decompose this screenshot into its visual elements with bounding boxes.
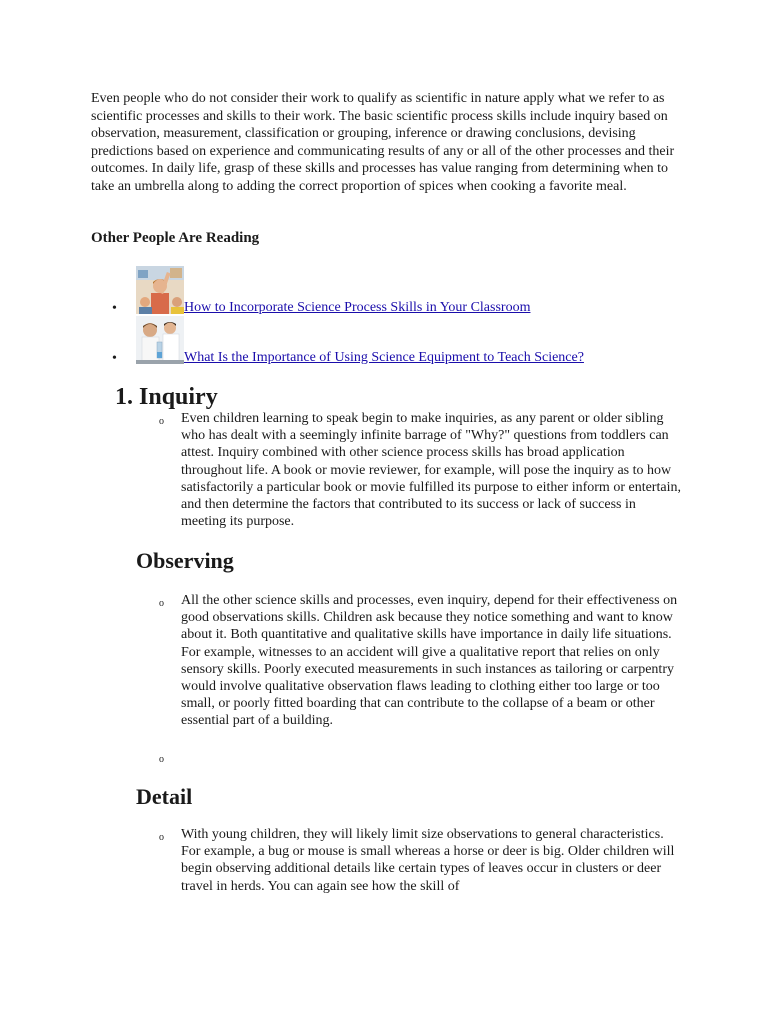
lab-photo-image <box>136 316 184 364</box>
observing-paragraph: All the other science skills and processes, even inquiry, depend for their effectiveness on good observations skills. Children ask because they notice something and want to know about it. Both quantitative and qualitative skills have importance in daily life situations. For example, witnesses to an accident will give a qualitative report that relies on only sensory skills. Poorly executed measurements in such instances as tailoring or carpentry would involve qualitative observation flaws leading to clothing either too large or too small, or poorly fitted boarding that can contribute to the collapse of a beam or other essential part of a building. <box>181 593 678 729</box>
classroom-photo-icon[interactable] <box>136 266 184 314</box>
sub-list-bullet-empty: o <box>159 754 164 765</box>
observing-heading: Observing <box>136 548 234 573</box>
list-bullet: • <box>112 301 117 316</box>
article-link-science-process-skills[interactable]: How to Incorporate Science Process Skills in Your Classroom <box>184 300 531 315</box>
detail-heading: Detail <box>136 784 193 809</box>
list-bullet: • <box>112 351 117 366</box>
inquiry-heading: 1. Inquiry <box>115 384 218 410</box>
sub-list-bullet: o <box>159 416 164 427</box>
intro-paragraph: Even people who do not consider their work to qualify as scientific in nature apply what we refer to as scientific processes and skills to their work. The basic scientific process skills include inquiry based on observation, measurement, classification or grouping, inference or drawing conclusions, devising predictions based on experience and communicating results of any or all of the other processes and their outcomes. In daily life, grasp of these skills and processes has value ranging from determining when to take an umbrella along to adding the correct proportion of spices when cooking a favorite meal. <box>91 91 675 194</box>
related-article-item <box>0 266 768 316</box>
detail-paragraph: With young children, they will likely limit size observations to general characteristics. For example, a bug or mouse is small whereas a horse or deer is big. Older children will begin observing additional details like certain types of leaves occur in clusters or deer travel in herds. You can again see how the skill of <box>181 827 675 894</box>
sub-list-bullet: o <box>159 832 164 843</box>
related-article-item <box>0 316 768 366</box>
inquiry-paragraph: Even children learning to speak begin to make inquiries, as any parent or older sibling who has dealt with a seemingly infinite barrage of "Why?" questions from toddlers can attest. Inquiry combined with other science process skills has broad application throughout life. A book or movie reviewer, for example, will pose the inquiry as to how satisfactorily a particular book or movie fulfilled its purpose to either inform or entertain, and then determine the factors that contributed to its success or lack of success in meeting its purpose. <box>181 411 681 530</box>
lab-photo-icon[interactable] <box>136 316 184 364</box>
classroom-photo-image <box>136 266 184 314</box>
sub-list-bullet: o <box>159 598 164 609</box>
article-link-science-equipment[interactable]: What Is the Importance of Using Science Equipment to Teach Science? <box>184 350 584 365</box>
other-people-reading-heading: Other People Are Reading <box>91 230 260 246</box>
